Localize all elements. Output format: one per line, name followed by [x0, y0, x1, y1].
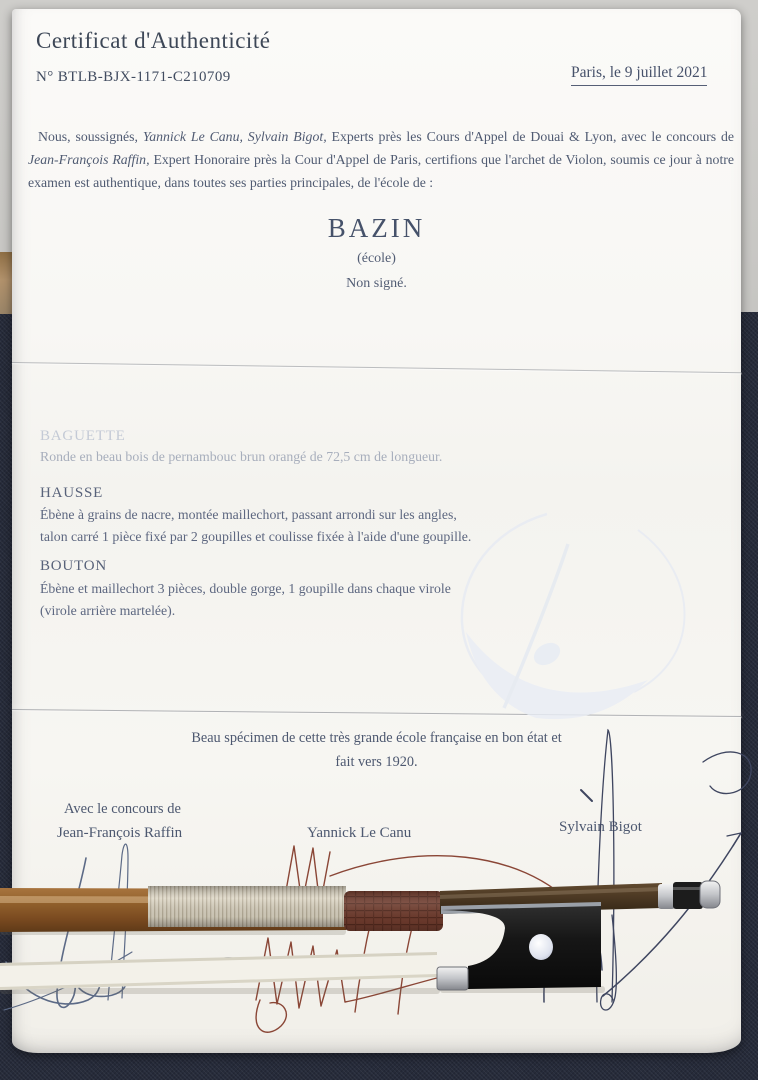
section-line: Ébène et maillechort 3 pièces, double gorge, 1 goupille dans chaque virole: [40, 581, 451, 596]
signatory-role-left: Avec le concours de: [64, 801, 181, 817]
section-heading-baguette: BAGUETTE: [40, 428, 126, 444]
place-and-date: Paris, le 9 juillet 2021: [571, 64, 707, 86]
signatory-name-bigot: Sylvain Bigot: [559, 819, 642, 835]
signatory-name-raffin: Jean-François Raffin: [57, 825, 183, 841]
signed-status: Non signé.: [346, 276, 407, 291]
conclusion-line: Beau spécimen de cette très grande école française en bon état et: [191, 730, 562, 746]
section-line: Ébène à grains de nacre, montée maillechort, passant arrondi sur les angles,: [40, 507, 457, 522]
school-qualifier: (école): [357, 251, 396, 266]
section-line: Ronde en beau bois de pernambouc brun orangé de 72,5 cm de longueur.: [40, 449, 443, 464]
section-heading-hausse: HAUSSE: [40, 485, 104, 501]
introduction-paragraph: Nous, soussignés, Yannick Le Canu, Sylvain Bigot, Experts près les Cours d'Appel de Douai & Lyon, avec le concours de Jean-François Raffin, Expert Honoraire près la Cour d'Appel de Paris, certifions que l'archet de Violon, soumis ce jour à notre examen est authentique, dans toutes ses parties principales, de l'école de :: [28, 129, 734, 190]
certificate-title: Certificat d'Authenticité: [36, 28, 271, 53]
section-heading-bouton: BOUTON: [40, 558, 108, 574]
school-name: BAZIN: [327, 213, 426, 243]
conclusion-line: fait vers 1920.: [335, 754, 418, 770]
certificate-number: N° BTLB-BJX-1171-C210709: [36, 69, 231, 85]
signatory-name-lecanu: Yannick Le Canu: [307, 825, 412, 841]
section-line: talon carré 1 pièce fixé par 2 goupilles et coulisse fixée à l'aide d'une goupille.: [40, 529, 472, 544]
section-line: (virole arrière martelée).: [40, 603, 176, 618]
